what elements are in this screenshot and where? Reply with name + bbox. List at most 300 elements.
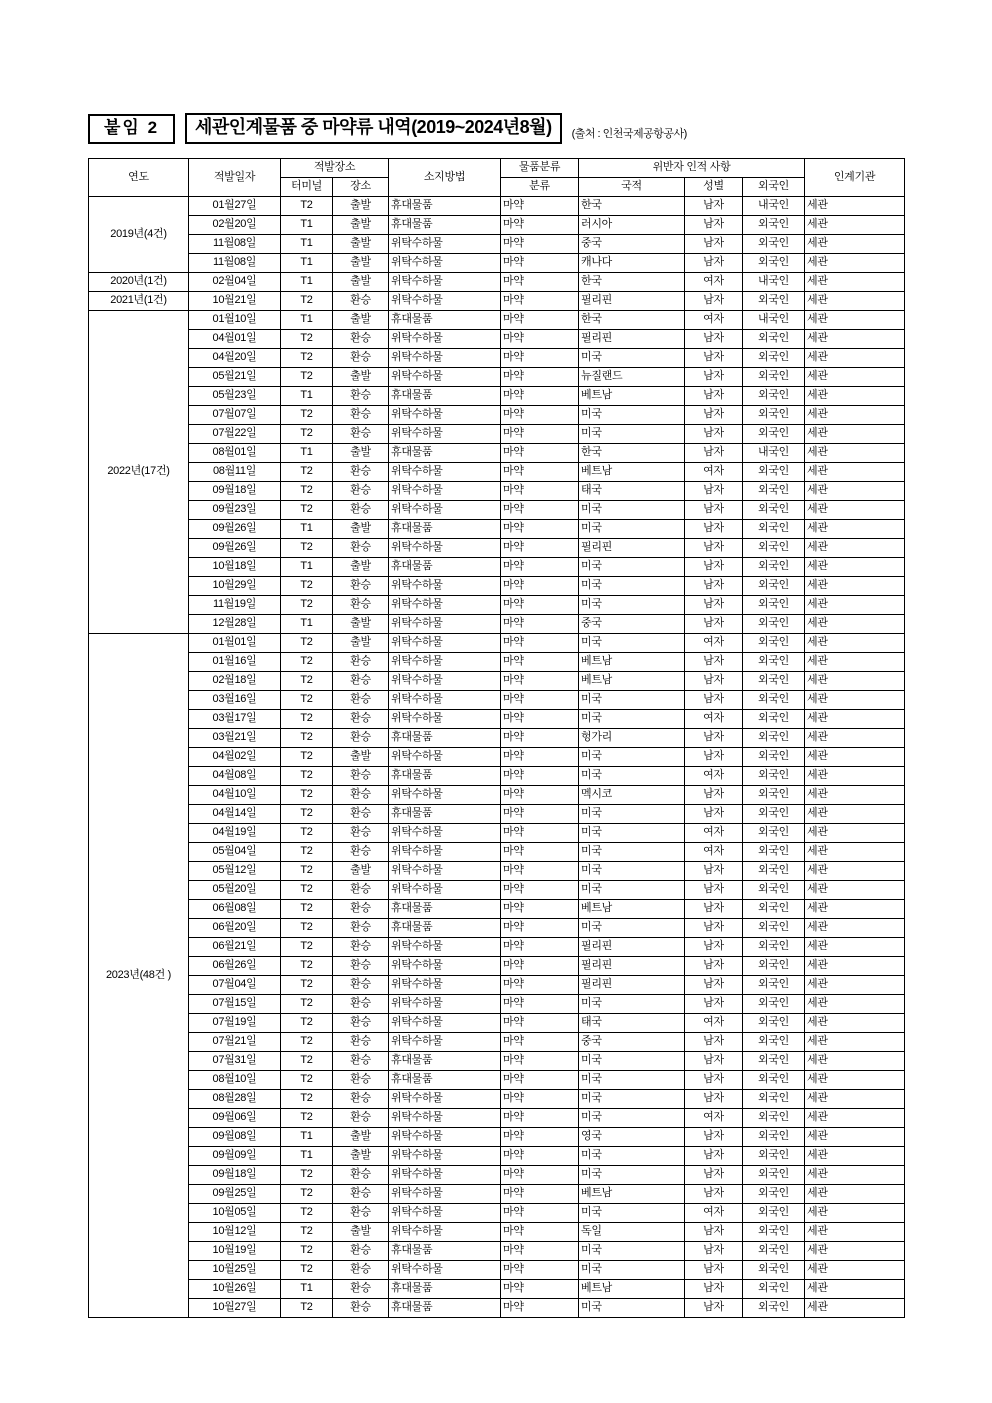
source-note: (출처 : 인천국제공항공사) (571, 128, 687, 140)
organization-cell: 세관 (805, 1033, 905, 1052)
date-cell: 04월19일 (189, 824, 281, 843)
foreigner-cell: 외국인 (743, 558, 805, 577)
table-row (89, 1166, 905, 1185)
nationality-cell: 헝가리 (579, 729, 685, 748)
date-cell: 07월31일 (189, 1052, 281, 1071)
foreigner-cell: 외국인 (743, 1052, 805, 1071)
nationality-cell: 베트남 (579, 387, 685, 406)
terminal-cell: T1 (281, 235, 333, 254)
method-cell: 위탁수하물 (389, 862, 501, 881)
date-cell: 04월10일 (189, 786, 281, 805)
place-cell: 환승 (333, 881, 389, 900)
foreigner-cell: 내국인 (743, 311, 805, 330)
gender-cell: 남자 (685, 330, 743, 349)
organization-cell: 세관 (805, 1299, 905, 1318)
method-cell: 위탁수하물 (389, 1090, 501, 1109)
organization-cell: 세관 (805, 862, 905, 881)
terminal-cell: T2 (281, 710, 333, 729)
date-cell: 08월01일 (189, 444, 281, 463)
foreigner-cell: 외국인 (743, 824, 805, 843)
method-cell: 위탁수하물 (389, 273, 501, 292)
date-cell: 10월27일 (189, 1299, 281, 1318)
terminal-cell: T2 (281, 1204, 333, 1223)
terminal-cell: T1 (281, 1147, 333, 1166)
category-cell: 마약 (501, 1261, 579, 1280)
place-cell: 환승 (333, 900, 389, 919)
place-cell: 환승 (333, 425, 389, 444)
organization-cell: 세관 (805, 1204, 905, 1223)
gender-cell: 여자 (685, 824, 743, 843)
date-cell: 06월20일 (189, 919, 281, 938)
nationality-cell: 미국 (579, 1109, 685, 1128)
terminal-cell: T2 (281, 1071, 333, 1090)
category-cell: 마약 (501, 881, 579, 900)
year-group-cell: 2019년(4건) (89, 197, 189, 273)
date-cell: 06월08일 (189, 900, 281, 919)
organization-cell: 세관 (805, 710, 905, 729)
date-cell: 08월28일 (189, 1090, 281, 1109)
nationality-cell: 미국 (579, 1071, 685, 1090)
gender-cell: 남자 (685, 1128, 743, 1147)
method-cell: 위탁수하물 (389, 1185, 501, 1204)
attachment-label: 붙임 2 (88, 114, 175, 144)
foreigner-cell: 외국인 (743, 539, 805, 558)
place-cell: 환승 (333, 501, 389, 520)
nationality-cell: 미국 (579, 1299, 685, 1318)
place-cell: 환승 (333, 653, 389, 672)
method-cell: 휴대물품 (389, 558, 501, 577)
table-row (89, 672, 905, 691)
terminal-cell: T2 (281, 292, 333, 311)
foreigner-cell: 외국인 (743, 634, 805, 653)
gender-cell: 남자 (685, 1147, 743, 1166)
organization-cell: 세관 (805, 691, 905, 710)
place-cell: 환승 (333, 672, 389, 691)
date-cell: 10월21일 (189, 292, 281, 311)
nationality-cell: 미국 (579, 1242, 685, 1261)
nationality-cell: 캐나다 (579, 254, 685, 273)
method-cell: 위탁수하물 (389, 824, 501, 843)
place-cell: 출발 (333, 520, 389, 539)
date-cell: 09월18일 (189, 1166, 281, 1185)
category-cell: 마약 (501, 406, 579, 425)
nationality-cell: 중국 (579, 615, 685, 634)
organization-cell: 세관 (805, 520, 905, 539)
organization-cell: 세관 (805, 406, 905, 425)
nationality-cell: 미국 (579, 881, 685, 900)
method-cell: 위탁수하물 (389, 615, 501, 634)
organization-cell: 세관 (805, 1109, 905, 1128)
date-cell: 02월04일 (189, 273, 281, 292)
place-cell: 출발 (333, 444, 389, 463)
terminal-cell: T2 (281, 957, 333, 976)
gender-cell: 남자 (685, 1090, 743, 1109)
category-cell: 마약 (501, 1090, 579, 1109)
organization-cell: 세관 (805, 1147, 905, 1166)
organization-cell: 세관 (805, 349, 905, 368)
date-cell: 05월12일 (189, 862, 281, 881)
date-cell: 08월10일 (189, 1071, 281, 1090)
table-row (89, 843, 905, 862)
organization-cell: 세관 (805, 558, 905, 577)
table-row (89, 615, 905, 634)
nationality-cell: 미국 (579, 425, 685, 444)
foreigner-cell: 외국인 (743, 425, 805, 444)
terminal-cell: T2 (281, 501, 333, 520)
gender-cell: 남자 (685, 653, 743, 672)
foreigner-cell: 외국인 (743, 1014, 805, 1033)
organization-cell: 세관 (805, 881, 905, 900)
method-cell: 위탁수하물 (389, 843, 501, 862)
organization-cell: 세관 (805, 1242, 905, 1261)
method-cell: 위탁수하물 (389, 254, 501, 273)
th-date: 적발일자 (189, 159, 281, 197)
category-cell: 마약 (501, 615, 579, 634)
gender-cell: 남자 (685, 1052, 743, 1071)
method-cell: 휴대물품 (389, 216, 501, 235)
table-row (89, 558, 905, 577)
category-cell: 마약 (501, 1014, 579, 1033)
place-cell: 환승 (333, 1109, 389, 1128)
foreigner-cell: 외국인 (743, 1223, 805, 1242)
place-cell: 환승 (333, 710, 389, 729)
gender-cell: 남자 (685, 1071, 743, 1090)
foreigner-cell: 외국인 (743, 1185, 805, 1204)
place-cell: 환승 (333, 976, 389, 995)
th-foreigner: 외국인 (743, 178, 805, 197)
method-cell: 위탁수하물 (389, 482, 501, 501)
organization-cell: 세관 (805, 1128, 905, 1147)
date-cell: 02월20일 (189, 216, 281, 235)
method-cell: 위탁수하물 (389, 235, 501, 254)
terminal-cell: T2 (281, 1166, 333, 1185)
foreigner-cell: 외국인 (743, 1071, 805, 1090)
organization-cell: 세관 (805, 938, 905, 957)
method-cell: 위탁수하물 (389, 1261, 501, 1280)
terminal-cell: T2 (281, 729, 333, 748)
terminal-cell: T1 (281, 254, 333, 273)
date-cell: 05월04일 (189, 843, 281, 862)
foreigner-cell: 외국인 (743, 330, 805, 349)
date-cell: 05월23일 (189, 387, 281, 406)
gender-cell: 남자 (685, 1166, 743, 1185)
nationality-cell: 미국 (579, 995, 685, 1014)
gender-cell: 남자 (685, 197, 743, 216)
terminal-cell: T2 (281, 691, 333, 710)
terminal-cell: T2 (281, 406, 333, 425)
organization-cell: 세관 (805, 805, 905, 824)
method-cell: 휴대물품 (389, 311, 501, 330)
category-cell: 마약 (501, 843, 579, 862)
place-cell: 환승 (333, 805, 389, 824)
category-cell: 마약 (501, 520, 579, 539)
table-row (89, 824, 905, 843)
date-cell: 07월04일 (189, 976, 281, 995)
place-cell: 출발 (333, 1128, 389, 1147)
method-cell: 위탁수하물 (389, 1033, 501, 1052)
table-row (89, 1299, 905, 1318)
date-cell: 10월29일 (189, 577, 281, 596)
date-cell: 04월01일 (189, 330, 281, 349)
date-cell: 09월08일 (189, 1128, 281, 1147)
category-cell: 마약 (501, 1147, 579, 1166)
place-cell: 환승 (333, 767, 389, 786)
organization-cell: 세관 (805, 273, 905, 292)
gender-cell: 남자 (685, 881, 743, 900)
method-cell: 위탁수하물 (389, 501, 501, 520)
gender-cell: 여자 (685, 311, 743, 330)
foreigner-cell: 외국인 (743, 254, 805, 273)
terminal-cell: T2 (281, 976, 333, 995)
th-gender: 성별 (685, 178, 743, 197)
year-group-cell: 2023년(48건 ) (89, 634, 189, 1318)
terminal-cell: T2 (281, 1261, 333, 1280)
table-row (89, 1280, 905, 1299)
category-cell: 마약 (501, 463, 579, 482)
gender-cell: 남자 (685, 1033, 743, 1052)
method-cell: 위탁수하물 (389, 653, 501, 672)
method-cell: 휴대물품 (389, 387, 501, 406)
date-cell: 01월16일 (189, 653, 281, 672)
date-cell: 10월18일 (189, 558, 281, 577)
place-cell: 환승 (333, 387, 389, 406)
organization-cell: 세관 (805, 216, 905, 235)
category-cell: 마약 (501, 1299, 579, 1318)
place-cell: 출발 (333, 1223, 389, 1242)
nationality-cell: 미국 (579, 805, 685, 824)
gender-cell: 남자 (685, 957, 743, 976)
foreigner-cell: 외국인 (743, 995, 805, 1014)
terminal-cell: T2 (281, 805, 333, 824)
date-cell: 04월20일 (189, 349, 281, 368)
date-cell: 01월01일 (189, 634, 281, 653)
table-row (89, 938, 905, 957)
category-cell: 마약 (501, 482, 579, 501)
table-row (89, 444, 905, 463)
date-cell: 02월18일 (189, 672, 281, 691)
nationality-cell: 태국 (579, 482, 685, 501)
table-row (89, 368, 905, 387)
table-row (89, 900, 905, 919)
nationality-cell: 필리핀 (579, 292, 685, 311)
foreigner-cell: 외국인 (743, 767, 805, 786)
place-cell: 환승 (333, 463, 389, 482)
foreigner-cell: 외국인 (743, 387, 805, 406)
place-cell: 환승 (333, 995, 389, 1014)
foreigner-cell: 외국인 (743, 406, 805, 425)
organization-cell: 세관 (805, 995, 905, 1014)
terminal-cell: T1 (281, 444, 333, 463)
category-cell: 마약 (501, 1280, 579, 1299)
organization-cell: 세관 (805, 444, 905, 463)
gender-cell: 여자 (685, 767, 743, 786)
method-cell: 위탁수하물 (389, 349, 501, 368)
table-row (89, 1147, 905, 1166)
method-cell: 위탁수하물 (389, 957, 501, 976)
th-organization: 인계기관 (805, 159, 905, 197)
gender-cell: 남자 (685, 786, 743, 805)
method-cell: 위탁수하물 (389, 330, 501, 349)
method-cell: 위탁수하물 (389, 1147, 501, 1166)
terminal-cell: T2 (281, 1185, 333, 1204)
organization-cell: 세관 (805, 615, 905, 634)
place-cell: 환승 (333, 843, 389, 862)
gender-cell: 남자 (685, 501, 743, 520)
gender-cell: 여자 (685, 463, 743, 482)
terminal-cell: T2 (281, 1223, 333, 1242)
terminal-cell: T2 (281, 786, 333, 805)
th-place-group: 적발장소 (281, 159, 389, 178)
table-row (89, 805, 905, 824)
place-cell: 출발 (333, 748, 389, 767)
organization-cell: 세관 (805, 368, 905, 387)
table-row (89, 1242, 905, 1261)
foreigner-cell: 외국인 (743, 520, 805, 539)
category-cell: 마약 (501, 254, 579, 273)
category-cell: 마약 (501, 824, 579, 843)
terminal-cell: T2 (281, 463, 333, 482)
place-cell: 환승 (333, 330, 389, 349)
table-row (89, 311, 905, 330)
date-cell: 01월27일 (189, 197, 281, 216)
method-cell: 휴대물품 (389, 1242, 501, 1261)
gender-cell: 남자 (685, 235, 743, 254)
nationality-cell: 베트남 (579, 900, 685, 919)
category-cell: 마약 (501, 577, 579, 596)
nationality-cell: 미국 (579, 919, 685, 938)
terminal-cell: T2 (281, 748, 333, 767)
category-cell: 마약 (501, 862, 579, 881)
gender-cell: 남자 (685, 1261, 743, 1280)
place-cell: 출발 (333, 273, 389, 292)
place-cell: 환승 (333, 1033, 389, 1052)
category-cell: 마약 (501, 273, 579, 292)
organization-cell: 세관 (805, 1090, 905, 1109)
organization-cell: 세관 (805, 463, 905, 482)
place-cell: 출발 (333, 558, 389, 577)
nationality-cell: 미국 (579, 406, 685, 425)
category-cell: 마약 (501, 235, 579, 254)
category-cell: 마약 (501, 634, 579, 653)
organization-cell: 세관 (805, 387, 905, 406)
category-cell: 마약 (501, 1166, 579, 1185)
foreigner-cell: 외국인 (743, 1299, 805, 1318)
category-cell: 마약 (501, 976, 579, 995)
nationality-cell: 필리핀 (579, 938, 685, 957)
nationality-cell: 베트남 (579, 1280, 685, 1299)
terminal-cell: T2 (281, 1109, 333, 1128)
organization-cell: 세관 (805, 786, 905, 805)
organization-cell: 세관 (805, 748, 905, 767)
nationality-cell: 필리핀 (579, 539, 685, 558)
nationality-cell: 한국 (579, 197, 685, 216)
table-row (89, 767, 905, 786)
nationality-cell: 미국 (579, 862, 685, 881)
foreigner-cell: 외국인 (743, 862, 805, 881)
category-cell: 마약 (501, 710, 579, 729)
table-row (89, 1090, 905, 1109)
organization-cell: 세관 (805, 1223, 905, 1242)
gender-cell: 남자 (685, 862, 743, 881)
category-cell: 마약 (501, 805, 579, 824)
table-row (89, 919, 905, 938)
place-cell: 환승 (333, 1242, 389, 1261)
terminal-cell: T2 (281, 824, 333, 843)
place-cell: 환승 (333, 1261, 389, 1280)
organization-cell: 세관 (805, 1052, 905, 1071)
gender-cell: 남자 (685, 691, 743, 710)
gender-cell: 남자 (685, 520, 743, 539)
nationality-cell: 미국 (579, 577, 685, 596)
category-cell: 마약 (501, 729, 579, 748)
gender-cell: 여자 (685, 1014, 743, 1033)
place-cell: 환승 (333, 1280, 389, 1299)
organization-cell: 세관 (805, 843, 905, 862)
nationality-cell: 베트남 (579, 653, 685, 672)
date-cell: 07월07일 (189, 406, 281, 425)
category-cell: 마약 (501, 1109, 579, 1128)
foreigner-cell: 내국인 (743, 273, 805, 292)
table-header-row-1 (89, 159, 905, 178)
organization-cell: 세관 (805, 596, 905, 615)
foreigner-cell: 외국인 (743, 653, 805, 672)
place-cell: 환승 (333, 1204, 389, 1223)
category-cell: 마약 (501, 653, 579, 672)
foreigner-cell: 외국인 (743, 1033, 805, 1052)
foreigner-cell: 외국인 (743, 615, 805, 634)
nationality-cell: 중국 (579, 1033, 685, 1052)
category-cell: 마약 (501, 672, 579, 691)
foreigner-cell: 외국인 (743, 577, 805, 596)
gender-cell: 남자 (685, 406, 743, 425)
gender-cell: 남자 (685, 1242, 743, 1261)
organization-cell: 세관 (805, 577, 905, 596)
method-cell: 휴대물품 (389, 805, 501, 824)
organization-cell: 세관 (805, 729, 905, 748)
category-cell: 마약 (501, 311, 579, 330)
place-cell: 환승 (333, 482, 389, 501)
date-cell: 05월21일 (189, 368, 281, 387)
organization-cell: 세관 (805, 1071, 905, 1090)
method-cell: 위탁수하물 (389, 748, 501, 767)
gender-cell: 남자 (685, 672, 743, 691)
nationality-cell: 뉴질랜드 (579, 368, 685, 387)
nationality-cell: 미국 (579, 710, 685, 729)
method-cell: 위탁수하물 (389, 881, 501, 900)
category-cell: 마약 (501, 425, 579, 444)
foreigner-cell: 외국인 (743, 957, 805, 976)
method-cell: 위탁수하물 (389, 292, 501, 311)
organization-cell: 세관 (805, 235, 905, 254)
category-cell: 마약 (501, 558, 579, 577)
gender-cell: 남자 (685, 254, 743, 273)
th-category: 분류 (501, 178, 579, 197)
table-row (89, 1071, 905, 1090)
gender-cell: 남자 (685, 748, 743, 767)
gender-cell: 남자 (685, 615, 743, 634)
foreigner-cell: 외국인 (743, 1128, 805, 1147)
category-cell: 마약 (501, 596, 579, 615)
terminal-cell: T1 (281, 558, 333, 577)
table-head (89, 159, 905, 197)
gender-cell: 여자 (685, 273, 743, 292)
terminal-cell: T2 (281, 767, 333, 786)
foreigner-cell: 외국인 (743, 482, 805, 501)
method-cell: 위탁수하물 (389, 1014, 501, 1033)
foreigner-cell: 외국인 (743, 1261, 805, 1280)
method-cell: 위탁수하물 (389, 710, 501, 729)
terminal-cell: T2 (281, 1299, 333, 1318)
